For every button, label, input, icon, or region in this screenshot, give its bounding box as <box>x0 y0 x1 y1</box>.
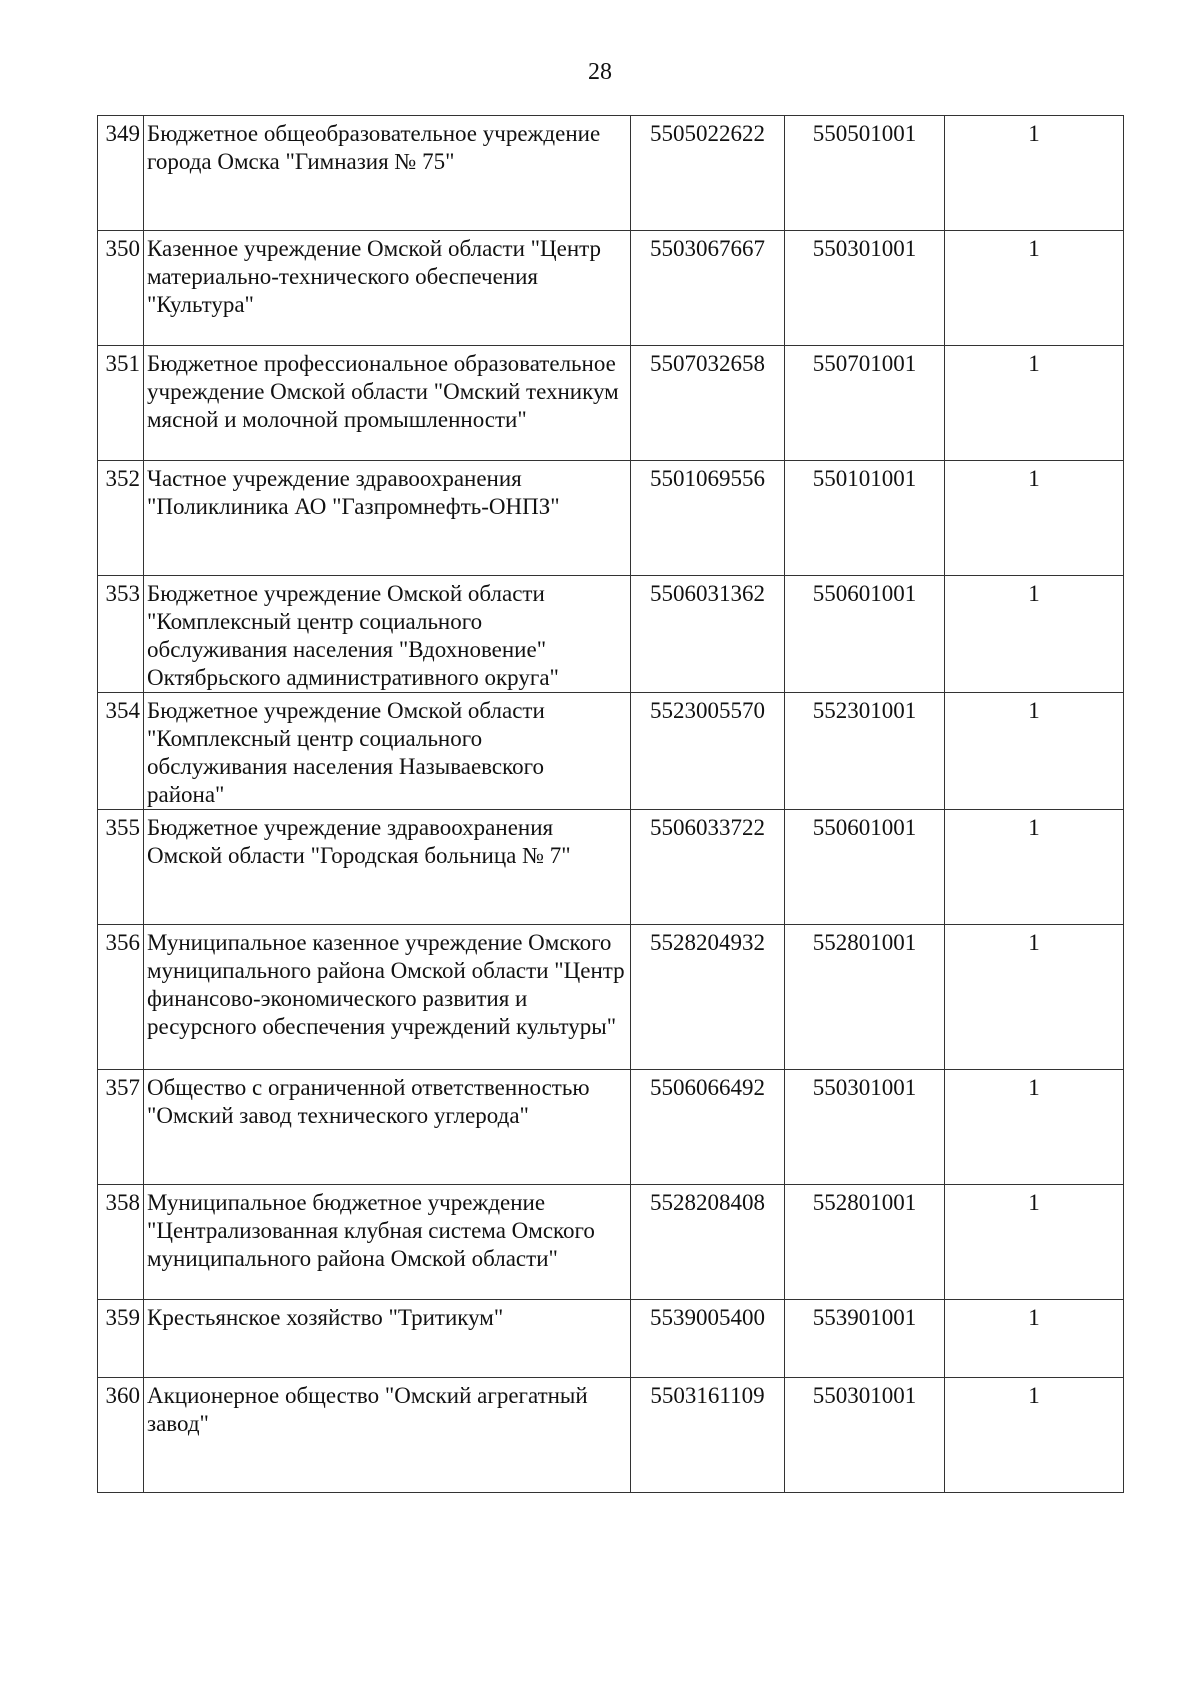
table-row <box>98 576 1124 693</box>
row-number: 360 <box>98 1378 144 1493</box>
inn-value: 5528204932 <box>631 925 785 1070</box>
organization-name: Общество с ограниченной ответственностью "Омский завод технического углерода" <box>144 1070 631 1185</box>
table-row <box>98 1185 1124 1300</box>
inn-value: 5506031362 <box>631 576 785 693</box>
kpp-value: 550501001 <box>785 116 945 231</box>
inn-value: 5539005400 <box>631 1300 785 1378</box>
table-row <box>98 1070 1124 1185</box>
quantity-value: 1 <box>945 231 1124 346</box>
kpp-value: 553901001 <box>785 1300 945 1378</box>
inn-value: 5523005570 <box>631 693 785 810</box>
page-number: 28 <box>588 59 612 85</box>
quantity-value: 1 <box>945 925 1124 1070</box>
kpp-value: 552301001 <box>785 693 945 810</box>
quantity-value: 1 <box>945 346 1124 461</box>
inn-value: 5528208408 <box>631 1185 785 1300</box>
quantity-value: 1 <box>945 461 1124 576</box>
inn-value: 5501069556 <box>631 461 785 576</box>
row-number: 352 <box>98 461 144 576</box>
organization-name: Бюджетное учреждение Омской области "Комплексный центр социального обслуживания населения "Вдохновение" Октябрьского административного округа" <box>144 576 631 693</box>
inn-value: 5506066492 <box>631 1070 785 1185</box>
inn-value: 5503161109 <box>631 1378 785 1493</box>
kpp-value: 550601001 <box>785 810 945 925</box>
table-row <box>98 1378 1124 1493</box>
row-number: 353 <box>98 576 144 693</box>
kpp-value: 550101001 <box>785 461 945 576</box>
row-number: 355 <box>98 810 144 925</box>
kpp-value: 550301001 <box>785 1378 945 1493</box>
organization-name: Акционерное общество "Омский агрегатный завод" <box>144 1378 631 1493</box>
table-row <box>98 925 1124 1070</box>
inn-value: 5505022622 <box>631 116 785 231</box>
organization-name: Бюджетное учреждение Омской области "Комплексный центр социального обслуживания населения Называевского района" <box>144 693 631 810</box>
table-row <box>98 346 1124 461</box>
quantity-value: 1 <box>945 1185 1124 1300</box>
organization-name: Бюджетное профессиональное образовательное учреждение Омской области "Омский техникум мясной и молочной промышленности" <box>144 346 631 461</box>
row-number: 351 <box>98 346 144 461</box>
kpp-value: 550301001 <box>785 1070 945 1185</box>
registry-table <box>97 115 1124 1493</box>
organization-name: Бюджетное учреждение здравоохранения Омской области "Городская больница № 7" <box>144 810 631 925</box>
quantity-value: 1 <box>945 693 1124 810</box>
kpp-value: 552801001 <box>785 925 945 1070</box>
organization-name: Муниципальное казенное учреждение Омского муниципального района Омской области "Центр финансово-экономического развития и ресурсного обеспечения учреждений культуры" <box>144 925 631 1070</box>
table-row <box>98 1300 1124 1378</box>
row-number: 349 <box>98 116 144 231</box>
inn-value: 5507032658 <box>631 346 785 461</box>
table-row <box>98 116 1124 231</box>
row-number: 358 <box>98 1185 144 1300</box>
quantity-value: 1 <box>945 576 1124 693</box>
quantity-value: 1 <box>945 116 1124 231</box>
row-number: 356 <box>98 925 144 1070</box>
kpp-value: 550301001 <box>785 231 945 346</box>
table-row <box>98 693 1124 810</box>
row-number: 359 <box>98 1300 144 1378</box>
quantity-value: 1 <box>945 1300 1124 1378</box>
organization-name: Частное учреждение здравоохранения "Поликлиника АО "Газпромнефть-ОНПЗ" <box>144 461 631 576</box>
table-row <box>98 461 1124 576</box>
quantity-value: 1 <box>945 1378 1124 1493</box>
organization-name: Муниципальное бюджетное учреждение "Централизованная клубная система Омского муниципального района Омской области" <box>144 1185 631 1300</box>
quantity-value: 1 <box>945 810 1124 925</box>
kpp-value: 550701001 <box>785 346 945 461</box>
organization-name: Бюджетное общеобразовательное учреждение города Омска "Гимназия № 75" <box>144 116 631 231</box>
kpp-value: 550601001 <box>785 576 945 693</box>
row-number: 357 <box>98 1070 144 1185</box>
quantity-value: 1 <box>945 1070 1124 1185</box>
kpp-value: 552801001 <box>785 1185 945 1300</box>
table-row <box>98 810 1124 925</box>
table-row <box>98 231 1124 346</box>
row-number: 350 <box>98 231 144 346</box>
organization-name: Крестьянское хозяйство "Тритикум" <box>144 1300 631 1378</box>
row-number: 354 <box>98 693 144 810</box>
inn-value: 5506033722 <box>631 810 785 925</box>
inn-value: 5503067667 <box>631 231 785 346</box>
organization-name: Казенное учреждение Омской области "Центр материально-технического обеспечения "Культура" <box>144 231 631 346</box>
